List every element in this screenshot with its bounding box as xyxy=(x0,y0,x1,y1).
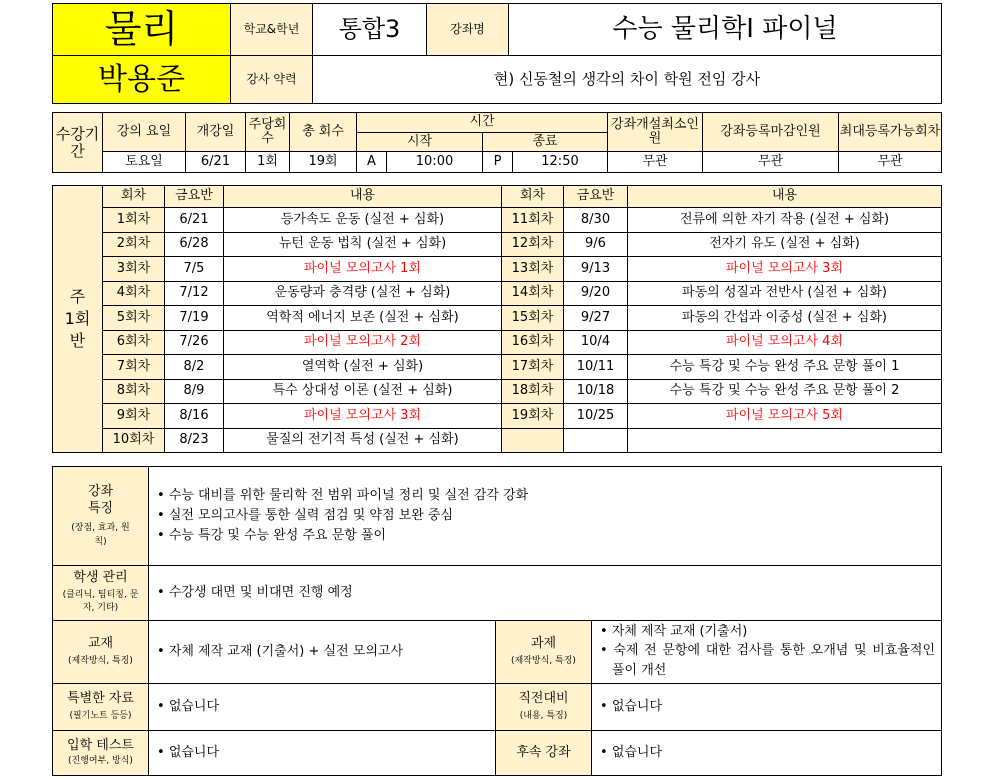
session-date: 9/20 xyxy=(564,281,628,306)
teacher-profile-label: 강사 약력 xyxy=(231,56,313,104)
followup-label: 후속 강좌 xyxy=(516,744,571,760)
session-content: 수능 특강 및 수능 완성 주요 문항 풀이 1 xyxy=(628,355,942,380)
session-content: 파이널 모의고사 1회 xyxy=(224,257,502,282)
session-round: 7회차 xyxy=(103,355,165,380)
min-value: 무관 xyxy=(608,152,703,173)
session-round: 6회차 xyxy=(103,330,165,355)
session-round: 15회차 xyxy=(502,306,564,331)
followup-item: • 없습니다 xyxy=(600,743,941,763)
session-row xyxy=(53,330,942,355)
homework-label: 과제 xyxy=(530,636,557,652)
entrance-label-cell xyxy=(53,731,149,776)
session-row xyxy=(53,232,942,257)
weekly-value: 1회 xyxy=(246,152,290,173)
textbook-label: 교재 xyxy=(87,636,114,652)
session-content: 등가속도 운동 (실전 + 심화) xyxy=(224,208,502,233)
session-date: 6/28 xyxy=(165,232,224,257)
start-label: 시작 xyxy=(357,133,483,152)
preexam-cell xyxy=(592,684,942,731)
session-content: 파이널 모의고사 3회 xyxy=(628,257,942,282)
session-date: 6/21 xyxy=(165,208,224,233)
session-round: 4회차 xyxy=(103,281,165,306)
session-round: 11회차 xyxy=(502,208,564,233)
special-sub: (필기노트 등등) xyxy=(69,710,132,721)
session-round: 8회차 xyxy=(103,379,165,404)
day-value: 토요일 xyxy=(103,152,186,173)
session-row xyxy=(53,208,942,233)
session-content: 전류에 의한 자기 작용 (실전 + 심화) xyxy=(628,208,942,233)
col-round-header: 회차 xyxy=(103,186,165,208)
start-date-label: 개강일 xyxy=(186,113,246,152)
header-table xyxy=(52,3,942,104)
session-date xyxy=(564,428,628,453)
feature-item: • 수능 특강 및 수능 완성 주요 문항 풀이 xyxy=(157,526,941,546)
session-round xyxy=(502,428,564,453)
session-date: 8/23 xyxy=(165,428,224,453)
session-content: 파이널 모의고사 3회 xyxy=(224,404,502,429)
session-content: 뉴턴 운동 법칙 (실전 + 심화) xyxy=(224,232,502,257)
total-value: 19회 xyxy=(290,152,357,173)
session-content: 특수 상대성 이론 (실전 + 심화) xyxy=(224,379,502,404)
homework-sub: (제작방식, 특징) xyxy=(511,655,576,666)
followup-label-cell xyxy=(496,731,592,776)
textbook-label-cell xyxy=(53,621,149,684)
deadline-value: 무관 xyxy=(703,152,839,173)
session-date: 7/12 xyxy=(165,281,224,306)
session-date: 10/18 xyxy=(564,379,628,404)
features-sub: (장점, 효과, 원칙) xyxy=(71,523,130,547)
session-row xyxy=(53,379,942,404)
session-round: 14회차 xyxy=(502,281,564,306)
session-round: 16회차 xyxy=(502,330,564,355)
textbook-sub: (제작방식, 특징) xyxy=(68,655,133,666)
session-round: 17회차 xyxy=(502,355,564,380)
session-content: 수능 특강 및 수능 완성 주요 문항 풀이 2 xyxy=(628,379,942,404)
schedule-table xyxy=(52,112,942,173)
side-label-1: 주 xyxy=(69,287,86,306)
session-date: 8/9 xyxy=(165,379,224,404)
session-round: 2회차 xyxy=(103,232,165,257)
session-content: 파이널 모의고사 2회 xyxy=(224,330,502,355)
details-table xyxy=(52,466,942,776)
course-name-label: 강좌명 xyxy=(427,4,509,56)
session-date: 8/2 xyxy=(165,355,224,380)
col-round-header: 회차 xyxy=(502,186,564,208)
session-date: 7/5 xyxy=(165,257,224,282)
session-date: 10/11 xyxy=(564,355,628,380)
entrance-label: 입학 테스트 xyxy=(67,737,134,753)
management-label-cell xyxy=(53,566,149,621)
end-ampm: P xyxy=(483,152,513,173)
period-label: 수강기간 xyxy=(53,113,103,173)
session-row xyxy=(53,306,942,331)
features-cell xyxy=(149,467,942,566)
session-content: 물질의 전기적 특성 (실전 + 심화) xyxy=(224,428,502,453)
preexam-sub: (내용, 특징) xyxy=(519,710,568,721)
session-content: 파동의 간섭과 이중성 (실전 + 심화) xyxy=(628,306,942,331)
session-round: 5회차 xyxy=(103,306,165,331)
session-row xyxy=(53,257,942,282)
feature-item: • 수능 대비를 위한 물리학 전 범위 파이널 정리 및 실전 감각 강화 xyxy=(157,486,941,506)
special-label: 특별한 자료 xyxy=(67,691,134,707)
entrance-cell xyxy=(149,731,496,776)
session-round: 12회차 xyxy=(502,232,564,257)
col-date-header: 금요반 xyxy=(564,186,628,208)
session-date: 10/25 xyxy=(564,404,628,429)
teacher-name: 박용준 xyxy=(53,56,231,104)
start-time: 10:00 xyxy=(387,152,483,173)
session-date: 9/13 xyxy=(564,257,628,282)
session-date: 9/6 xyxy=(564,232,628,257)
features-label: 강좌특징 xyxy=(87,484,114,516)
session-row xyxy=(53,355,942,380)
end-label: 종료 xyxy=(483,133,608,152)
session-round: 13회차 xyxy=(502,257,564,282)
col-content-header: 내용 xyxy=(628,186,942,208)
textbook-item: • 자체 제작 교재 (기출서) + 실전 모의고사 xyxy=(157,642,495,662)
management-label: 학생 관리 xyxy=(73,570,128,586)
preexam-item: • 없습니다 xyxy=(600,697,941,717)
followup-cell xyxy=(592,731,942,776)
weekly-label: 주당회수 xyxy=(246,113,290,152)
session-date: 9/27 xyxy=(564,306,628,331)
entrance-sub: (진행여부, 방식) xyxy=(68,756,133,767)
max-value: 무관 xyxy=(839,152,942,173)
total-label: 총 회수 xyxy=(290,113,357,152)
entrance-item: • 없습니다 xyxy=(157,743,495,763)
session-date: 7/19 xyxy=(165,306,224,331)
session-date: 10/4 xyxy=(564,330,628,355)
day-label: 강의 요일 xyxy=(103,113,186,152)
special-cell xyxy=(149,684,496,731)
course-name-value: 수능 물리학Ⅰ 파이널 xyxy=(509,4,942,56)
sessions-side-label xyxy=(53,186,103,453)
min-label: 강좌개설최소인원 xyxy=(608,113,703,152)
homework-item: • 자체 제작 교재 (기출서) xyxy=(600,623,935,641)
session-round: 9회차 xyxy=(103,404,165,429)
session-round: 3회차 xyxy=(103,257,165,282)
special-label-cell xyxy=(53,684,149,731)
session-content: 열역학 (실전 + 심화) xyxy=(224,355,502,380)
sessions-table xyxy=(52,185,942,453)
session-row xyxy=(53,428,942,453)
start-date-value: 6/21 xyxy=(186,152,246,173)
management-cell xyxy=(149,566,942,621)
homework-label-cell xyxy=(496,621,592,684)
session-date: 8/30 xyxy=(564,208,628,233)
special-item: • 없습니다 xyxy=(157,697,495,717)
textbook-cell xyxy=(149,621,496,684)
session-round: 10회차 xyxy=(103,428,165,453)
session-content: 파이널 모의고사 4회 xyxy=(628,330,942,355)
session-round: 1회차 xyxy=(103,208,165,233)
homework-cell xyxy=(592,621,942,684)
deadline-label: 강좌등록마감인원 xyxy=(703,113,839,152)
session-content: 전자기 유도 (실전 + 심화) xyxy=(628,232,942,257)
teacher-profile-value: 현) 신동철의 생각의 차이 학원 전임 강사 xyxy=(313,56,942,104)
preexam-label: 직전대비 xyxy=(518,691,569,707)
features-label-cell xyxy=(53,467,149,566)
side-label-2: 1회 xyxy=(64,309,91,328)
session-row xyxy=(53,281,942,306)
end-time: 12:50 xyxy=(513,152,608,173)
session-row xyxy=(53,404,942,429)
time-label: 시간 xyxy=(357,113,608,133)
start-ampm: A xyxy=(357,152,387,173)
session-content: 역학적 에너지 보존 (실전 + 심화) xyxy=(224,306,502,331)
preexam-label-cell xyxy=(496,684,592,731)
school-grade-label: 학교&학년 xyxy=(231,4,313,56)
management-item: • 수강생 대면 및 비대면 진행 예정 xyxy=(157,583,941,603)
feature-item: • 실전 모의고사를 통한 실력 점검 및 약점 보완 중심 xyxy=(157,506,941,526)
session-content xyxy=(628,428,942,453)
homework-item: • 숙제 전 문항에 대한 검사를 통한 오개념 및 비효율적인 풀이 개선 xyxy=(600,641,935,681)
max-label: 최대등록가능회차 xyxy=(839,113,942,152)
session-date: 7/26 xyxy=(165,330,224,355)
session-content: 파동의 성질과 전반사 (실전 + 심화) xyxy=(628,281,942,306)
school-grade-value: 통합3 xyxy=(313,4,427,56)
session-date: 8/16 xyxy=(165,404,224,429)
session-content: 파이널 모의고사 5회 xyxy=(628,404,942,429)
col-content-header: 내용 xyxy=(224,186,502,208)
session-content: 운동량과 충격량 (실전 + 심화) xyxy=(224,281,502,306)
side-label-3: 반 xyxy=(69,331,86,350)
session-round: 19회차 xyxy=(502,404,564,429)
col-date-header: 금요반 xyxy=(165,186,224,208)
management-sub: (클리닉, 팀티칭, 문자, 기타) xyxy=(62,589,139,613)
subject-title: 물리 xyxy=(53,4,231,56)
session-round: 18회차 xyxy=(502,379,564,404)
